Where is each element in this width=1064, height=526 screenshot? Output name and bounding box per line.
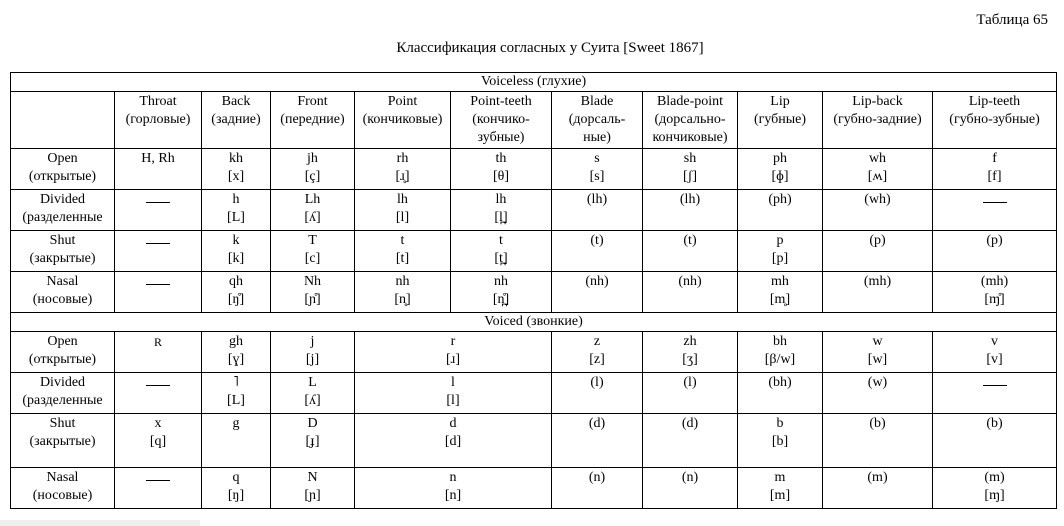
table-cell (271, 272, 355, 313)
row-header (11, 149, 115, 190)
cell-text: n (449, 470, 457, 485)
cell-text: Throat (139, 94, 177, 109)
cell-text: Lip-back (852, 94, 903, 109)
table-cell (552, 272, 643, 313)
table-cell (823, 231, 933, 272)
cell-text: z (593, 334, 601, 349)
table-row (11, 190, 1057, 231)
cell-text: (wh) (864, 192, 891, 207)
table-cell (933, 190, 1057, 231)
cell-text: Point (387, 94, 418, 109)
cell-text: (закрытые) (29, 434, 96, 449)
table-cell (115, 231, 202, 272)
voiceless-section-header-cell: Voiceless (глухие) (11, 73, 1057, 92)
cell-text: (nh) (585, 274, 609, 289)
table-cell (115, 149, 202, 190)
cell-text: (дорсаль- (568, 112, 626, 127)
cell-text: (кончиковые) (362, 112, 443, 127)
table-cell (202, 149, 271, 190)
table-cell (552, 231, 643, 272)
cell-text: (d) (681, 416, 699, 431)
table-cell (738, 373, 823, 414)
cell-text: f (992, 151, 997, 166)
cell-text: (передние) (280, 112, 345, 127)
cell-text: v (991, 334, 999, 349)
page-bottom-edge (0, 520, 200, 526)
table-cell (643, 373, 738, 414)
column-header (643, 92, 738, 149)
cell-text: [ɹ̥] (395, 169, 410, 184)
cell-text: (m) (867, 470, 888, 485)
cell-text: [ɟ] (305, 434, 320, 449)
table-cell (933, 272, 1057, 313)
cell-text: [β/w] (764, 352, 796, 367)
table-cell (933, 468, 1057, 509)
cell-text: [ŋ̊] (227, 292, 245, 307)
cell-text: ные) (583, 130, 611, 145)
column-header (451, 92, 552, 149)
table-cell (115, 332, 202, 373)
cell-text: kh (229, 151, 243, 166)
table-cell (355, 468, 552, 509)
table-cell (738, 414, 823, 468)
table-cell (451, 231, 552, 272)
dash-mark (146, 284, 170, 285)
table-cell (355, 149, 451, 190)
table-row (11, 149, 1057, 190)
cell-text: [θ] (492, 169, 510, 184)
column-header (271, 92, 355, 149)
cell-text: T (308, 233, 317, 248)
cell-text: [ʒ] (682, 352, 698, 367)
table-cell (823, 468, 933, 509)
table-cell (933, 373, 1057, 414)
cell-text: N (307, 470, 318, 485)
cell-text: nh (494, 274, 508, 289)
row-header (11, 231, 115, 272)
dash-mark (146, 202, 170, 203)
table-cell (451, 190, 552, 231)
table-cell (355, 272, 451, 313)
cell-text: (p) (986, 233, 1003, 248)
cell-text: (губные) (753, 112, 807, 127)
table-cell (643, 332, 738, 373)
cell-text: [ʎ] (304, 210, 321, 225)
table-cell (355, 231, 451, 272)
cell-text: j (310, 334, 315, 349)
table-cell (202, 373, 271, 414)
cell-text: [L] (227, 210, 245, 225)
table-cell (552, 373, 643, 414)
row-header (11, 373, 115, 414)
table-cell (451, 272, 552, 313)
cell-text: wh (868, 151, 887, 166)
cell-text: (bh) (768, 375, 792, 390)
table-cell (202, 231, 271, 272)
cell-text: (lh) (586, 192, 608, 207)
cell-text: Lip-teeth (968, 94, 1021, 109)
cell-text: nh (395, 274, 410, 289)
table-cell (202, 190, 271, 231)
cell-text: D (307, 416, 318, 431)
column-header (738, 92, 823, 149)
cell-text: zh (683, 334, 697, 349)
table-cell (933, 332, 1057, 373)
consonant-classification-table (10, 72, 1056, 509)
cell-text: [L] (227, 393, 245, 408)
table-cell (823, 272, 933, 313)
cell-text: (носовые) (32, 488, 93, 503)
table-cell (643, 149, 738, 190)
table-cell (355, 332, 552, 373)
table-cell (202, 468, 271, 509)
cell-text: Divided (39, 375, 86, 390)
cell-text: Open (47, 151, 78, 166)
cell-text: [p] (771, 251, 789, 266)
cell-text: mh (771, 274, 789, 289)
cell-text: (m) (984, 470, 1005, 485)
cell-text: p (776, 233, 784, 248)
table-cell (552, 190, 643, 231)
table-cell (643, 468, 738, 509)
cell-text: d (449, 416, 457, 431)
table-cell (643, 272, 738, 313)
table-cell (202, 414, 271, 468)
table-cell (115, 272, 202, 313)
cell-text: [c] (304, 251, 321, 266)
cell-text: lh (495, 192, 507, 207)
cell-text: [ɸ] (771, 169, 789, 184)
voiced-section-header-cell: Voiced (звонкие) (11, 313, 1057, 332)
cell-text: [ɲ̊] (304, 292, 321, 307)
cell-text: (открытые) (28, 352, 97, 367)
cell-text: r (450, 334, 456, 349)
cell-text: ph (773, 151, 787, 166)
table-row (11, 373, 1057, 414)
cell-text: (p) (869, 233, 886, 248)
dash-mark (983, 385, 1007, 386)
cell-text: R (153, 335, 162, 349)
cell-text: [q] (149, 434, 167, 449)
table-cell (115, 190, 202, 231)
cell-text: (l) (683, 375, 697, 390)
cell-text: (открытые) (28, 169, 97, 184)
table-cell (643, 190, 738, 231)
cell-text: sh (683, 151, 697, 166)
classification-table (10, 72, 1057, 509)
table-cell (115, 373, 202, 414)
cell-text: (mh) (863, 274, 892, 289)
table-cell (271, 332, 355, 373)
table-cell (933, 231, 1057, 272)
table-row (11, 272, 1057, 313)
cell-text: [ɲ] (304, 488, 321, 503)
cell-text: (b) (986, 416, 1003, 431)
cell-text: [ɱ̊] (984, 292, 1005, 307)
table-cell (933, 414, 1057, 468)
cell-text: [w] (867, 352, 888, 367)
cell-text: lh (397, 192, 408, 207)
table-cell (643, 414, 738, 468)
row-header (11, 414, 115, 468)
cell-text: t (499, 233, 503, 248)
cell-text: qh (229, 274, 243, 289)
table-cell (738, 231, 823, 272)
table-cell (271, 231, 355, 272)
table-cell (552, 149, 643, 190)
row-header (11, 272, 115, 313)
table-cell (738, 190, 823, 231)
table-cell (271, 414, 355, 468)
table-cell (933, 149, 1057, 190)
cell-text: (n) (681, 470, 699, 485)
column-header (552, 92, 643, 149)
cell-text: (задние) (211, 112, 261, 127)
cell-text: (разделенные (22, 210, 103, 225)
cell-text: (горловые) (125, 112, 191, 127)
cell-text: Shut (49, 416, 76, 431)
cell-text: jh (307, 151, 318, 166)
table-cell (271, 468, 355, 509)
table-cell (115, 468, 202, 509)
cell-text: (t) (683, 233, 697, 248)
cell-text: H, Rh (141, 151, 175, 166)
cell-text: кончиковые) (652, 130, 728, 145)
column-header (355, 92, 451, 149)
cell-text: Divided (39, 192, 86, 207)
table-cell (823, 190, 933, 231)
table-number-label: Таблица 65 (976, 12, 1048, 28)
table-cell (823, 149, 933, 190)
table-cell (355, 190, 451, 231)
table-cell (738, 272, 823, 313)
cell-text: [l] (395, 210, 410, 225)
table-row (11, 414, 1057, 468)
cell-text: (носовые) (32, 292, 93, 307)
cell-text: (разделенные (22, 393, 103, 408)
cell-text: Blade (580, 94, 614, 109)
cell-text: [d] (444, 434, 462, 449)
cell-text: [z] (589, 352, 605, 367)
cell-text: Blade-point (656, 94, 724, 109)
cell-text: [n] (444, 488, 462, 503)
table-cell (271, 190, 355, 231)
cell-text: m (774, 470, 786, 485)
cell-text: [t̪] (494, 251, 508, 266)
cell-text: b (776, 416, 784, 431)
cell-text: (b) (869, 416, 886, 431)
table-cell (552, 468, 643, 509)
cell-text: h (232, 192, 240, 207)
table-cell (738, 468, 823, 509)
cell-text: s (594, 151, 600, 166)
cell-text: [s] (589, 169, 605, 184)
cell-text: [ŋ] (227, 488, 245, 503)
table-cell (355, 373, 552, 414)
cell-text: Lh (304, 192, 321, 207)
column-header (115, 92, 202, 149)
cell-text: Point-teeth (470, 94, 532, 109)
table-row (11, 332, 1057, 373)
cell-text: [ʎ] (304, 393, 321, 408)
cell-text: Lip (770, 94, 790, 109)
cell-text: (lh) (679, 192, 701, 207)
table-row (11, 231, 1057, 272)
table-cell (738, 332, 823, 373)
dash-mark (146, 480, 170, 481)
cell-text: [k] (227, 251, 245, 266)
cell-text: [b] (771, 434, 789, 449)
cell-text: Nh (303, 274, 322, 289)
cell-text: x (154, 416, 162, 431)
column-header-row (11, 92, 1057, 149)
cell-text: [x] (227, 169, 245, 184)
cell-text: (t) (590, 233, 604, 248)
cell-text: (l) (590, 375, 604, 390)
corner-cell (11, 92, 115, 149)
table-cell (355, 414, 552, 468)
cell-text: [ɣ] (227, 352, 245, 367)
dash-mark (983, 202, 1007, 203)
table-cell (115, 414, 202, 468)
cell-text: [m̥] (769, 292, 791, 307)
cell-text: Shut (49, 233, 76, 248)
cell-text: (кончико- (472, 112, 530, 127)
row-header (11, 332, 115, 373)
cell-text: (nh) (678, 274, 702, 289)
cell-text: t (400, 233, 405, 248)
cell-text: w (872, 334, 883, 349)
cell-text: Nasal (46, 274, 79, 289)
table-cell (738, 149, 823, 190)
table-cell (552, 332, 643, 373)
column-header (823, 92, 933, 149)
cell-text: l (451, 375, 455, 390)
cell-text: [f] (987, 169, 1002, 184)
table-cell (451, 149, 552, 190)
cell-text: (mh) (980, 274, 1009, 289)
cell-text: Back (221, 94, 251, 109)
cell-text: th (495, 151, 507, 166)
cell-text: (дорсально- (654, 112, 726, 127)
voiced-section-header (11, 313, 1057, 332)
voiceless-section-header (11, 73, 1057, 92)
cell-text: (w) (867, 375, 888, 390)
cell-text: [j] (305, 352, 320, 367)
table-cell (552, 414, 643, 468)
cell-text: Front (297, 94, 328, 109)
cell-text: q (232, 470, 240, 485)
column-header (933, 92, 1057, 149)
dash-mark (146, 243, 170, 244)
cell-text: (закрытые) (29, 251, 96, 266)
cell-text: [ʍ] (867, 169, 888, 184)
cell-text: (n) (588, 470, 606, 485)
cell-text: rh (396, 151, 409, 166)
cell-text: (ph) (768, 192, 792, 207)
cell-text: Nasal (46, 470, 79, 485)
cell-text: зубные) (477, 130, 525, 145)
cell-text: ˥ (233, 375, 239, 390)
cell-text: Open (47, 334, 78, 349)
cell-text: (d) (588, 416, 606, 431)
cell-text: [ʃ] (683, 169, 697, 184)
cell-text: [l] (446, 393, 460, 408)
cell-text: [m] (769, 488, 791, 503)
cell-text: [l̪] (494, 210, 508, 225)
cell-text: [ɹ] (446, 352, 460, 367)
table-cell (823, 373, 933, 414)
table-row (11, 468, 1057, 509)
dash-mark (146, 385, 170, 386)
table-cell (202, 332, 271, 373)
cell-text: (губно-задние) (833, 112, 922, 127)
cell-text: g (232, 416, 240, 431)
table-cell (271, 149, 355, 190)
page-title: Классификация согласных у Суита [Sweet 1867] (396, 40, 704, 56)
row-header (11, 190, 115, 231)
cell-text: k (232, 233, 240, 248)
cell-text: (губно-зубные) (949, 112, 1040, 127)
column-header (202, 92, 271, 149)
cell-text: [n̥] (394, 292, 411, 307)
table-cell (271, 373, 355, 414)
cell-text: [v] (986, 352, 1003, 367)
cell-text: L (308, 375, 317, 390)
cell-text: [n̪̊] (492, 292, 510, 307)
row-header (11, 468, 115, 509)
cell-text: [t] (395, 251, 410, 266)
table-cell (823, 332, 933, 373)
cell-text: [ɱ] (984, 488, 1005, 503)
table-cell (202, 272, 271, 313)
cell-text: gh (229, 334, 243, 349)
table-cell (643, 231, 738, 272)
cell-text: bh (773, 334, 787, 349)
table-cell (823, 414, 933, 468)
cell-text: [ç] (304, 169, 321, 184)
